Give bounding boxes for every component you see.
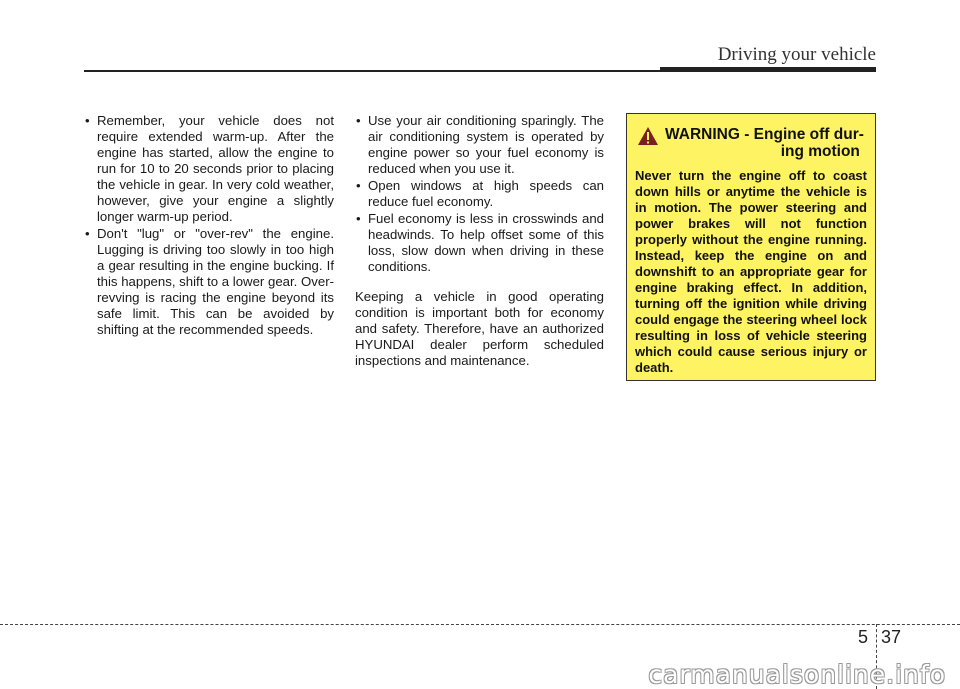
page-number: 37 xyxy=(881,627,902,647)
footer-rule xyxy=(0,624,960,625)
list-item: • Remember, your vehicle does not require extended warm-up. After the engine has started, allow the engine to run for 10 to 20 seconds prior to placing the vehicle in gear. In very cold weather, however, give your engine a slightly longer warm-up period. xyxy=(84,113,334,225)
warning-title-line1: WARNING - Engine off dur- xyxy=(665,126,864,143)
list-item: • Use your air conditioning sparingly. The air conditioning system is operated by engine power so your fuel economy is reduced when you use it. xyxy=(355,113,604,177)
warning-title-line2: ing motion xyxy=(780,143,860,160)
list-item: • Don't "lug" or "over-rev" the engine. Lugging is driving too slowly in too high a gear resulting in the engine bucking. If this happens, shift to a lower gear. Over-revving is racing the engine beyond its safe limit. This can be avoided by shifting at the recommended speeds. xyxy=(84,226,334,338)
page-header-title: Driving your vehicle xyxy=(717,44,876,65)
watermark: carmanualsonline.info xyxy=(648,660,946,689)
chapter-number: 5 xyxy=(858,627,869,647)
left-column xyxy=(84,113,334,339)
middle-bullet-list xyxy=(355,113,604,275)
warning-body: Never turn the engine off to coast down hills or anytime the vehicle is in motion. The power steering and power brakes will not function properly without the engine running. Instead, keep the engine on and downshift to an appropriate gear for engine braking effect. In addition, turning off the ignition while driving could engage the steering wheel lock resulting in loss of vehicle steering which could cause serious injury or death. xyxy=(635,168,867,375)
list-item: • Open windows at high speeds can reduce fuel economy. xyxy=(355,178,604,210)
left-bullet-list xyxy=(84,113,334,338)
warning-triangle-icon xyxy=(637,126,659,146)
header-rule-accent xyxy=(660,67,876,72)
middle-column xyxy=(355,113,604,382)
maintenance-paragraph: Keeping a vehicle in good operating condition is important both for economy and safety. Therefore, have an authorized HYUNDAI dealer perform scheduled inspections and maintenance. xyxy=(355,289,604,368)
warning-box xyxy=(626,113,876,381)
list-item: • Fuel economy is less in crosswinds and headwinds. To help offset some of this loss, slow down when driving in these conditions. xyxy=(355,211,604,275)
warning-header xyxy=(627,114,875,160)
warning-title xyxy=(665,126,864,160)
